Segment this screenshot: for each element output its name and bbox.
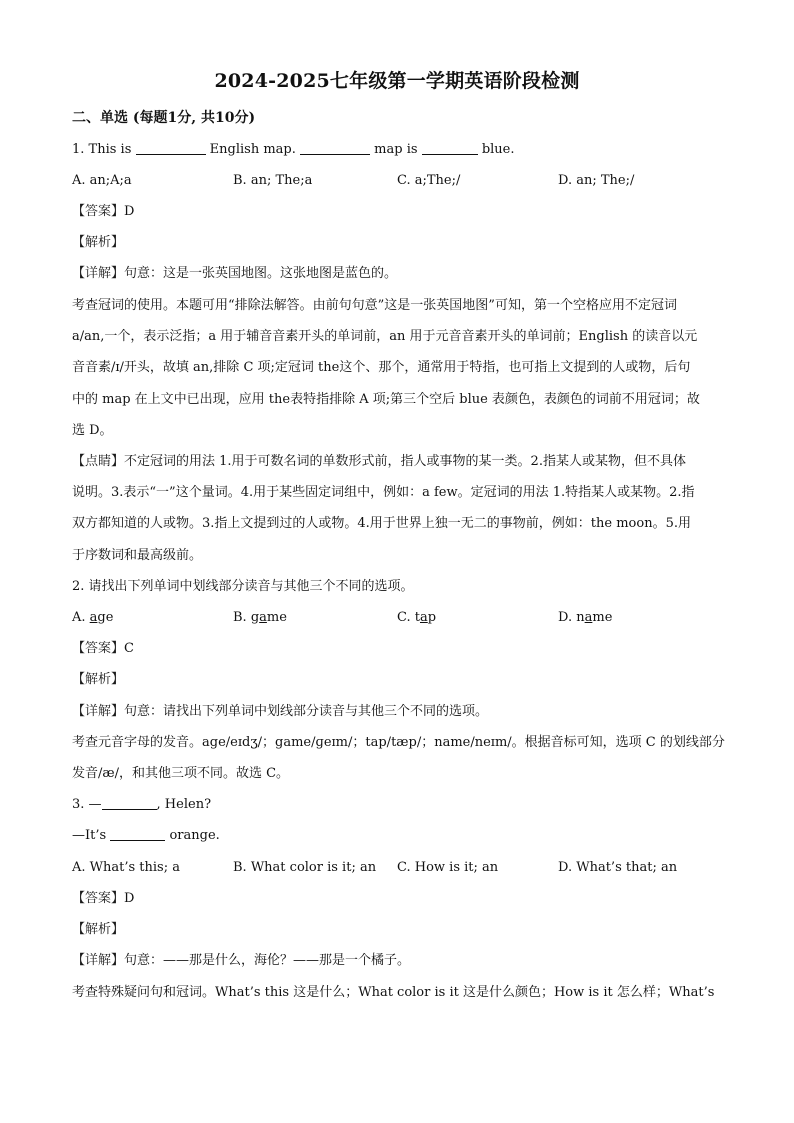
answer-value: C — [124, 641, 134, 656]
q1-stem-part: map is — [374, 142, 418, 157]
underlined-letter: a — [89, 610, 98, 625]
section-header: 二、单选 (每题1分, 共10分) — [72, 110, 256, 126]
answer-blank — [110, 827, 165, 841]
q1-stem — [72, 134, 724, 165]
option-c — [397, 602, 436, 633]
q2-detail — [72, 696, 724, 727]
option-d: D. What’s that; an — [558, 860, 678, 875]
q1-stem-part: English map. — [209, 142, 296, 157]
q1-stem-part: blue. — [481, 142, 515, 157]
q3-detail — [72, 945, 724, 976]
dianjing-tag: 【点睛】 — [72, 454, 125, 469]
q1-explain-line: 音音素/ɪ/开头，故填 an,排除 C 项;定冠词 the这个、那个，通常用于特指，也可指上文提到的人或物，后句 — [72, 360, 691, 375]
q1-explain-line: a/an,一个，表示泛指；a 用于辅音音素开头的单词前，an 用于元音音素开头的单词前；English 的读音以元 — [72, 329, 698, 344]
q1-options — [72, 165, 724, 196]
answer-tag: 【答案】 — [72, 891, 125, 906]
q1-tip-line: 说明。3.表示“一”这个量词。4.用于某些固定词组中，例如：a few。定冠词的用法 1.特指某人或某物。2.指 — [72, 485, 695, 500]
detail-tag: 【详解】 — [72, 704, 125, 719]
answer-tag: 【答案】 — [72, 641, 125, 656]
q3-analysis-tag — [72, 914, 724, 945]
q1-explain-line: 选 D。 — [72, 423, 113, 438]
option-a: A. an;A;a — [72, 173, 132, 188]
answer-tag: 【答案】 — [72, 204, 125, 219]
option-b: B. an; The;a — [233, 173, 313, 188]
q2-answer — [72, 633, 724, 664]
option-b — [233, 602, 287, 633]
q1-detail — [72, 258, 724, 289]
answer-value: D — [124, 891, 135, 906]
tip-text: 不定冠词的用法 1.用于可数名词的单数形式前，指人或事物的某一类。2.指某人或某物，但不具体 — [124, 454, 686, 469]
answer-blank — [136, 141, 206, 155]
q1-answer — [72, 196, 724, 227]
option-prefix: D. n — [558, 610, 585, 625]
detail-tag: 【详解】 — [72, 266, 125, 281]
detail-text: 句意：——那是什么，海伦？——那是一个橘子。 — [124, 953, 411, 968]
q1-explain-line: 考查冠词的使用。本题可用“排除法解答。由前句句意”这是一张英国地图”可知，第一个空格应用不定冠词 — [72, 298, 677, 313]
answer-blank — [102, 796, 157, 810]
q2-explain-line: 发音/æ/，和其他三项不同。故选 C。 — [72, 766, 290, 781]
underlined-letter: a — [259, 610, 267, 625]
q3-stem-part: —It’s — [72, 828, 107, 843]
detail-tag: 【详解】 — [72, 953, 125, 968]
q2-stem: 2. 请找出下列单词中划线部分读音与其他三个不同的选项。 — [72, 579, 414, 594]
page-title: 2024-2025七年级第一学期英语阶段检测 — [214, 70, 580, 92]
answer-blank — [300, 141, 370, 155]
q1-explain-line: 中的 map 在上文中已出现，应用 the表特指排除 A 项;第三个空后 blue 表颜色，表颜色的词前不用冠词；故 — [72, 392, 700, 407]
q2-options — [72, 602, 724, 633]
analysis-tag: 【解析】 — [72, 922, 125, 937]
q1-tip-line: 双方都知道的人或物。3.指上文提到过的人或物。4.用于世界上独一无二的事物前，例如：the moon。5.用 — [72, 516, 691, 531]
option-c: C. a;The;/ — [397, 173, 461, 188]
option-b: B. What color is it; an — [233, 860, 377, 875]
option-a: A. What’s this; a — [72, 860, 180, 875]
q3-explain-line: 考查特殊疑问句和冠词。What’s this 这是什么；What color is it 这是什么颜色；How is it 怎么样；What’s — [72, 985, 715, 1000]
option-a — [72, 602, 113, 633]
q3-stem-line2 — [72, 820, 724, 851]
option-suffix: me — [266, 610, 287, 625]
q3-answer — [72, 883, 724, 914]
option-prefix: B. g — [233, 610, 260, 625]
detail-text: 句意：请找出下列单词中划线部分读音与其他三个不同的选项。 — [124, 704, 489, 719]
q3-options — [72, 852, 724, 883]
option-d: D. an; The;/ — [558, 173, 635, 188]
q1-tip-line — [72, 446, 724, 477]
option-suffix: ge — [97, 610, 114, 625]
detail-text: 句意：这是一张英国地图。这张地图是蓝色的。 — [124, 266, 398, 281]
underlined-letter: a — [419, 610, 428, 625]
analysis-tag: 【解析】 — [72, 672, 125, 687]
q3-stem-part: 3. — — [72, 797, 102, 812]
option-prefix: A. — [72, 610, 90, 625]
q3-stem-part: , Helen? — [156, 797, 212, 812]
answer-value: D — [124, 204, 135, 219]
q1-analysis-tag — [72, 227, 724, 258]
q3-stem-part: orange. — [169, 828, 220, 843]
option-suffix: me — [592, 610, 613, 625]
answer-blank — [422, 141, 478, 155]
option-c: C. How is it; an — [397, 860, 499, 875]
option-suffix: p — [427, 610, 437, 625]
option-prefix: C. t — [397, 610, 420, 625]
underlined-letter: a — [584, 610, 593, 625]
option-d — [558, 602, 612, 633]
q2-analysis-tag — [72, 664, 724, 695]
q1-tip-line: 于序数词和最高级前。 — [72, 548, 203, 563]
q3-stem-line1 — [72, 789, 724, 820]
q1-stem-part: 1. This is — [72, 142, 132, 157]
q2-explain-line: 考查元音字母的发音。age/eɪdʒ/；game/ɡeɪm/；tap/tæp/；name/neɪm/。根据音标可知，选项 C 的划线部分 — [72, 735, 725, 750]
analysis-tag: 【解析】 — [72, 235, 125, 250]
